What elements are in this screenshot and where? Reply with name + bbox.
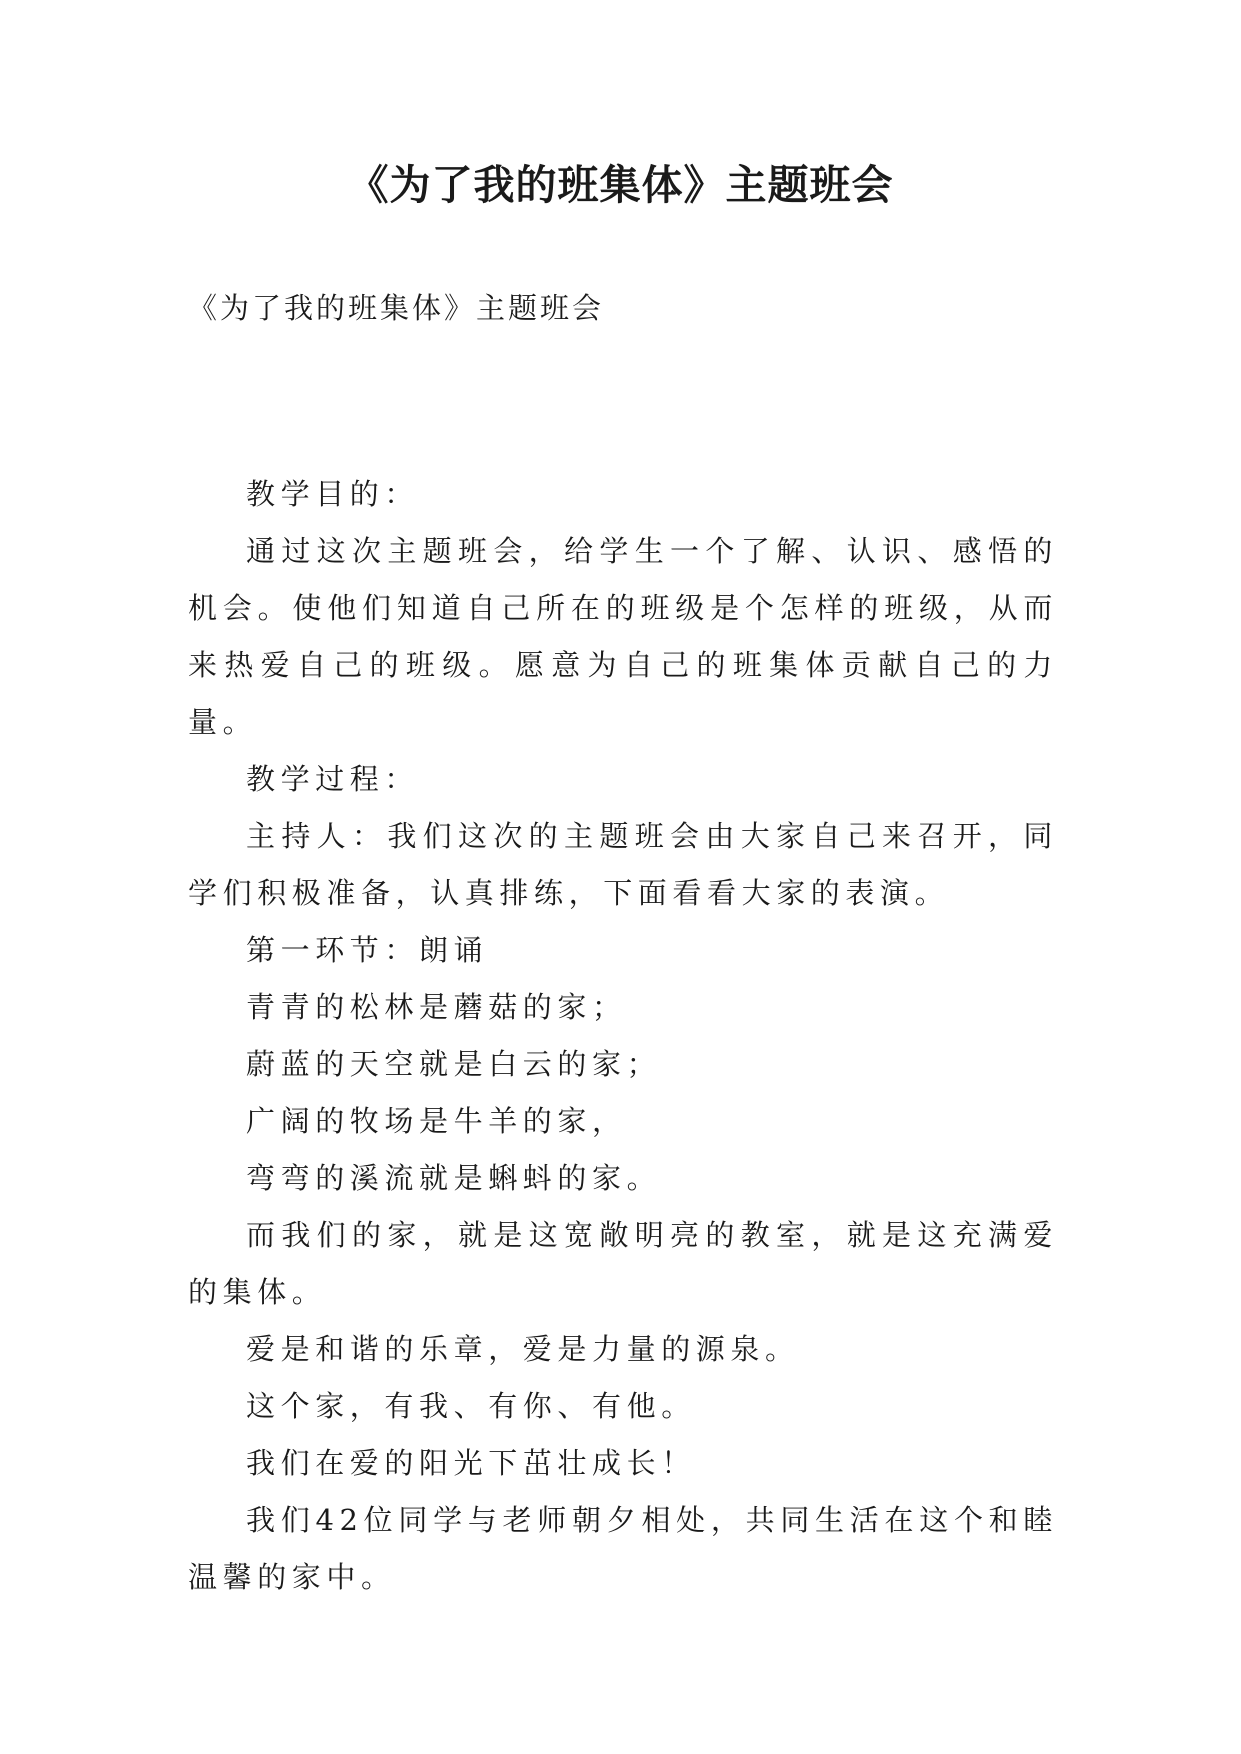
paragraph: 主持人：我们这次的主题班会由大家自己来召开，同学们积极准备，认真排练，下面看看大家的表演。	[188, 819, 1058, 910]
paragraph: 教学过程：	[246, 762, 420, 796]
document-body	[188, 466, 1058, 1606]
paragraph: 广阔的牧场是牛羊的家，	[246, 1104, 627, 1138]
paragraph: 这个家，有我、有你、有他。	[246, 1389, 696, 1423]
paragraph: 教学目的：	[246, 477, 420, 511]
paragraph: 蔚蓝的天空就是白云的家；	[246, 1047, 662, 1081]
paragraph: 第一环节：朗诵	[246, 933, 489, 967]
paragraph: 我们在爱的阳光下茁壮成长！	[246, 1446, 696, 1480]
paragraph: 青青的松林是蘑菇的家；	[246, 990, 627, 1024]
paragraph: 弯弯的溪流就是蝌蚪的家。	[246, 1161, 662, 1195]
document-subtitle: 《为了我的班集体》主题班会	[188, 291, 605, 325]
paragraph: 而我们的家，就是这宽敞明亮的教室，就是这充满爱的集体。	[188, 1218, 1058, 1309]
paragraph: 爱是和谐的乐章，爱是力量的源泉。	[246, 1332, 800, 1366]
paragraph: 通过这次主题班会，给学生一个了解、认识、感悟的机会。使他们知道自己所在的班级是个怎样的班级，从而来热爱自己的班级。愿意为自己的班集体贡献自己的力量。	[188, 534, 1058, 739]
paragraph: 我们42位同学与老师朝夕相处，共同生活在这个和睦温馨的家中。	[188, 1503, 1058, 1594]
page-title: 《为了我的班集体》主题班会	[347, 161, 894, 209]
